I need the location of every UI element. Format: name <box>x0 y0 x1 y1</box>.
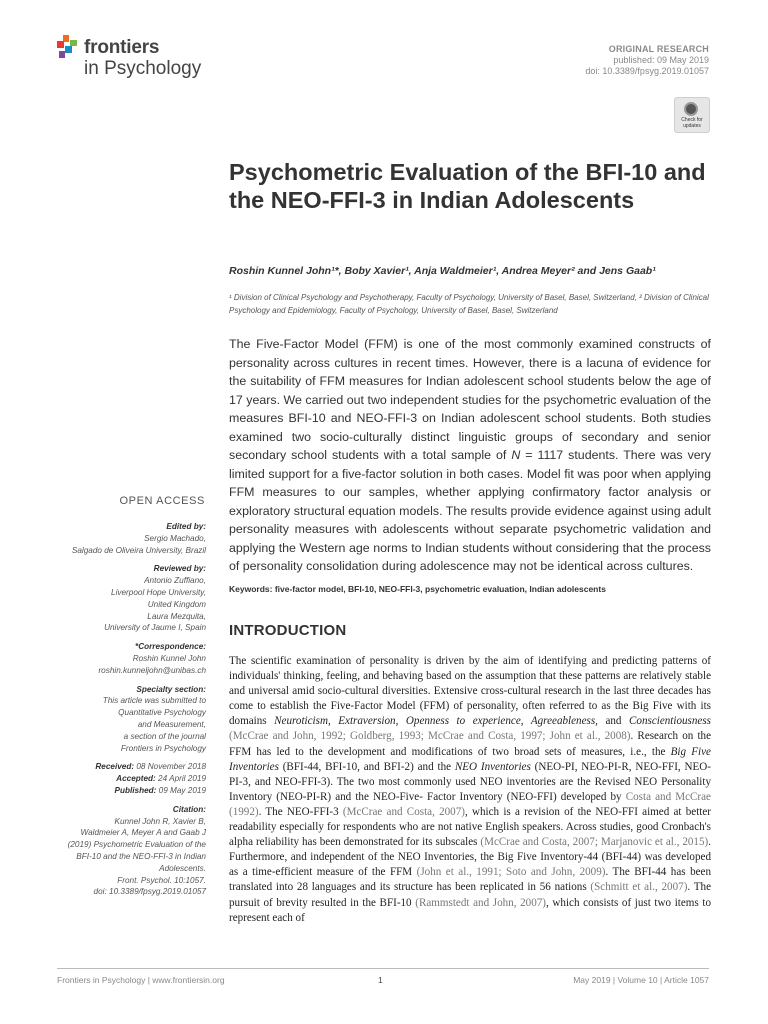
reviewer-line: Antonio Zuffiano, <box>144 576 206 586</box>
journal-name: frontiers <box>84 37 160 58</box>
citation-line: Waldmeier A, Meyer A and Gaab J <box>80 828 206 838</box>
specialty-line: This article was submitted to <box>102 696 206 706</box>
specialty-line: Frontiers in Psychology <box>120 743 206 753</box>
correspondence-name: Roshin Kunnel John <box>132 653 206 663</box>
abstract <box>229 335 711 576</box>
correspondence-label: *Correspondence: <box>135 642 206 652</box>
reviewer-line: University of Jaume I, Spain <box>104 623 206 633</box>
received-label: Received: <box>95 762 135 772</box>
citation-label: Citation: <box>172 804 206 814</box>
received-value: 08 November 2018 <box>136 762 206 772</box>
footer-divider <box>57 968 709 969</box>
published-date: published: 09 May 2019 <box>613 55 709 65</box>
citation-link[interactable]: (McCrae and John, 1992; Goldberg, 1993; McCrae and Costa, 1997; John et al., 2008) <box>229 730 631 743</box>
specialty-line: and Measurement, <box>137 719 206 729</box>
editor-line: Sergio Machado, <box>144 533 206 543</box>
intro-text: and <box>597 715 630 728</box>
accepted-label: Accepted: <box>116 774 156 784</box>
reviewer-line: United Kingdom <box>147 599 206 609</box>
citation-group <box>40 804 206 898</box>
intro-paragraph <box>229 654 711 926</box>
correspondence-email[interactable]: roshin.kunneljohn@unibas.ch <box>98 665 206 675</box>
footer-issue: May 2019 | Volume 10 | Article 1057 <box>573 975 709 985</box>
journal-logo-text[interactable] <box>84 38 201 78</box>
accepted-value: 24 April 2019 <box>158 774 206 784</box>
specialty-line: Quantitative Psychology <box>118 708 206 718</box>
intro-domain-consc: Conscientiousness <box>629 715 711 728</box>
correspondence-group <box>40 641 206 676</box>
reviewed-by-label: Reviewed by: <box>153 564 206 574</box>
edited-by-group <box>40 521 206 556</box>
intro-text: . Research on the FFM has led to the development and modifications of two broad sets of measures, i.e., the <box>229 730 711 758</box>
introduction-body <box>229 654 711 926</box>
edited-by-label: Edited by: <box>166 522 206 531</box>
dates-group <box>40 761 206 796</box>
intro-domains: Neuroticism, Extraversion, Openness to experience, Agreeableness, <box>274 715 598 728</box>
abstract-part-a: The Five-Factor Model (FFM) is one of the most commonly examined constructs of personality across cultures in recent times. However, there is a lacuna of evidence for the suitability of FFM measures for Indian adolescent school students below the age of 17 years. We carried out two independent studies for the psychometric evaluation of the measures BFI-10 and NEO-FFI-3 on Indian adolescent school students. Both studies examined two socio-culturally distinct linguistic groups of secondary and senior secondary school students with a total sample of <box>229 337 711 462</box>
citation-link[interactable]: (McCrae and Costa, 2007; Marjanovic et al., 2015) <box>480 836 709 849</box>
intro-text: . The BFI-44 has been translated into 28 languages and its structure has been replicated in 56 nations <box>229 866 712 894</box>
citation-line: BFI-10 and the NEO-FFI-3 in Indian <box>76 851 206 861</box>
accepted-date <box>40 773 206 785</box>
article-type: ORIGINAL RESEARCH <box>608 44 709 54</box>
citation-line: Kunnel John R, Xavier B, <box>114 816 206 826</box>
intro-text: . Furthermore, and independent of the NEO Inventories, the Big Five Inventory-44 (BFI-44) was developed as a time-efficient measure of the FFM <box>229 836 711 879</box>
citation-line: Front. Psychol. 10:1057. <box>117 875 206 885</box>
abstract-part-b: = 1117 students. There was very limited support for a five-factor solution in both cases. Model fit was poor when applying FFM measures to our samples, whether applying confirmatory factor analysis or exploratory structural equation models. The results provide evidence against using adult personality measures with adolescents without separate psychometric validation and applying the Western age norms to Indian students without considering that the process of personality consolidation during adolescence may not be identical across cultures. <box>229 448 711 573</box>
citation-line: (2019) Psychometric Evaluation of the <box>67 840 206 850</box>
open-access-label: OPEN ACCESS <box>119 495 205 507</box>
intro-text: . The pursuit of brevity resulted in the BFI-10 <box>229 881 711 909</box>
intro-text: , which is a revision of the NEO-FFI aimed at better readability especially for respondents who are not native English speakers. Across studies, good Cronbach's alpha reliability has been demonstrated for its subscales <box>229 805 712 849</box>
page-number: 1 <box>378 975 383 985</box>
published-date-side <box>40 785 206 797</box>
published-label: Published: <box>114 785 157 795</box>
citation-link[interactable]: (McCrae and Costa, 2007) <box>342 805 465 818</box>
reviewed-by-group <box>40 563 206 634</box>
intro-text: (BFI-44, BFI-10, and BFI-2) and the <box>278 760 455 773</box>
specialty-line: a section of the journal <box>123 731 206 741</box>
intro-text: The scientific examination of personality is driven by the aim of identifying and predicting patterns of individuals' thinking, feeling, and behaving based on the assumption that these patterns are relatively stable and universal amid socio-cultural diversities. Extensive cross-cultural research in the last three decades has come to establish the Five-Factor Model (FFM) of personality, often referred to as the Big Five with its domains <box>229 655 711 728</box>
reviewer-line: Laura Mezquita, <box>147 611 206 621</box>
article-meta <box>585 44 709 77</box>
citation-doi[interactable]: doi: 10.3389/fpsyg.2019.01057 <box>93 887 206 897</box>
keywords: Keywords: five-factor model, BFI-10, NEO-FFI-3, psychometric evaluation, Indian adolescents <box>229 584 606 594</box>
footer-journal[interactable]: Frontiers in Psychology | www.frontiersin.org <box>57 975 225 985</box>
frontiers-logo-icon <box>57 35 79 59</box>
intro-text: . The NEO-FFI-3 <box>258 805 343 818</box>
section-heading-introduction: INTRODUCTION <box>229 622 347 639</box>
article-title: Psychometric Evaluation of the BFI-10 and the NEO-FFI-3 in Indian Adolescents <box>229 159 706 213</box>
specialty-label: Specialty section: <box>136 684 206 694</box>
citation-link[interactable]: (Rammstedt and John, 2007) <box>415 896 546 909</box>
article-sidebar <box>40 521 206 905</box>
article-doi[interactable]: doi: 10.3389/fpsyg.2019.01057 <box>585 66 709 76</box>
citation-link[interactable]: Costa and McCrae (1992) <box>229 790 711 818</box>
author-affiliations: ¹ Division of Clinical Psychology and Psychotherapy, Faculty of Psychology, University of Basel, Basel, Switzerland, ² Division of Clinical Psychology and Epidemiology, Faculty of Psychology, University of Basel, Basel, Switzerland <box>229 293 709 315</box>
citation-line: Adolescents. <box>159 863 206 873</box>
intro-text: , which consists of just two items to represent each of <box>229 896 711 924</box>
check-for-updates-badge[interactable] <box>674 97 710 133</box>
intro-neo: NEO Inventories <box>454 760 531 773</box>
article-authors: Roshin Kunnel John¹*, Boby Xavier¹, Anja Waldmeier¹, Andrea Meyer² and Jens Gaab¹ <box>229 265 656 277</box>
updates-label: Check for updates <box>681 117 703 129</box>
abstract-n: N <box>511 448 521 462</box>
journal-subname: in Psychology <box>84 58 202 79</box>
reviewer-line: Liverpool Hope University, <box>111 587 206 597</box>
published-value: 09 May 2019 <box>158 785 206 795</box>
received-date <box>40 761 206 773</box>
updates-icon <box>684 102 698 116</box>
citation-link[interactable]: (Schmitt et al., 2007) <box>590 881 688 894</box>
citation-link[interactable]: (John et al., 1991; Soto and John, 2009) <box>416 866 606 879</box>
intro-bfi: Big Five Inventories <box>229 745 711 773</box>
specialty-group <box>40 684 206 755</box>
editor-line: Salgado de Oliveira University, Brazil <box>71 545 206 555</box>
intro-text: (NEO-PI, NEO-PI-R, NEO-FFI, NEO-PI-3, and NEO-FFI-3). The two most commonly used NEO inventories are the Revised NEO Personality Inventory (NEO-PI-R) and the NEO-Five- Factor Inventory (NEO-FFI) developed by <box>229 760 711 803</box>
